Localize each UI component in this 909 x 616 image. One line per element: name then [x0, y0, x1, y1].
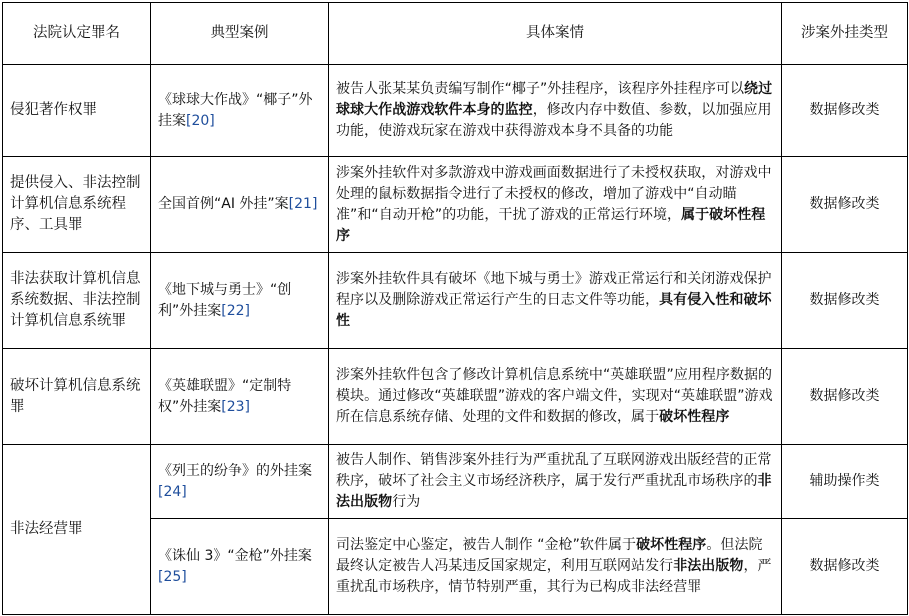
citation-link[interactable]: [25]	[158, 568, 187, 585]
detail-text: 被告人张某某负责编写制作“椰子”外挂程序，该程序外挂程序可以	[336, 81, 745, 97]
case-table	[2, 2, 908, 615]
header-type: 涉案外挂类型	[782, 3, 908, 65]
detail-cell	[329, 253, 782, 349]
case-cell	[151, 519, 329, 615]
case-text: 《列王的纷争》的外挂案	[158, 462, 312, 479]
detail-emphasis: 绕过球球大作战游戏软件本身的监控	[336, 81, 773, 118]
case-cell	[151, 157, 329, 253]
detail-cell	[329, 445, 782, 519]
citation-link[interactable]: [24]	[158, 483, 187, 500]
header-row	[3, 3, 908, 65]
case-text: 《球球大作战》“椰子”外挂案	[158, 91, 313, 129]
case-text: 《地下城与勇士》“创利”外挂案	[158, 281, 292, 319]
detail-cell	[329, 157, 782, 253]
plugin-type-cell: 数据修改类	[782, 349, 908, 445]
detail-emphasis: 破坏性程序	[636, 537, 707, 553]
detail-emphasis: 非法出版物	[673, 558, 744, 574]
plugin-type-cell: 数据修改类	[782, 253, 908, 349]
detail-cell	[329, 519, 782, 615]
detail-emphasis: 非法出版物	[336, 473, 772, 510]
detail-text: ，修改内存中数值、参数，以加强应用功能，使游戏玩家在游戏中获得游戏本身不具备的功能	[336, 102, 772, 139]
crime-cell: 提供侵入、非法控制计算机信息系统程序、工具罪	[3, 157, 151, 253]
detail-text: 。但法院最终认定被告人冯某违反国家规定，利用互联网站发行	[336, 537, 763, 574]
detail-text: 被告人制作、销售涉案外挂行为严重扰乱了互联网游戏出版经营的正常秩序，破坏了社会主义市场经济秩序，属于发行严重扰乱市场秩序的	[336, 452, 772, 489]
detail-text: 涉案外挂软件具有破坏《地下城与勇士》游戏正常运行和关闭游戏保护程序以及删除游戏正常运行产生的日志文件等功能，	[336, 271, 772, 308]
case-cell	[151, 65, 329, 157]
header-detail: 具体案情	[329, 3, 782, 65]
citation-link[interactable]: [22]	[221, 302, 251, 319]
citation-link[interactable]: [23]	[221, 398, 251, 415]
detail-cell	[329, 349, 782, 445]
case-cell	[151, 253, 329, 349]
table-row	[3, 253, 908, 349]
crime-cell: 破坏计算机信息系统罪	[3, 349, 151, 445]
detail-text: 涉案外挂软件包含了修改计算机信息系统中“英雄联盟”应用程序数据的模块。通过修改“英雄联盟”游戏的客户端文件，实现对“英雄联盟”游戏所在信息系统存储、处理的文件和数据的修改，属于	[336, 367, 773, 425]
plugin-type-cell: 数据修改类	[782, 157, 908, 253]
header-case: 典型案例	[151, 3, 329, 65]
case-text: 《诛仙 3》“金枪”外挂案	[158, 547, 312, 564]
case-cell	[151, 349, 329, 445]
table-row	[3, 349, 908, 445]
detail-text: ，严重扰乱市场秩序，情节特别严重，其行为已构成非法经营罪	[336, 558, 772, 595]
detail-emphasis: 属于破坏性程序	[336, 206, 766, 244]
citation-link[interactable]: [21]	[288, 196, 318, 212]
case-cell	[151, 445, 329, 519]
header-crime: 法院认定罪名	[3, 3, 151, 65]
plugin-type-cell: 数据修改类	[782, 65, 908, 157]
crime-cell: 非法获取计算机信息系统数据、非法控制计算机信息系统罪	[3, 253, 151, 349]
crime-cell: 非法经营罪	[3, 445, 151, 615]
plugin-type-cell: 数据修改类	[782, 519, 908, 615]
table-row	[3, 445, 908, 519]
detail-text: 司法鉴定中心鉴定，被告人制作 “金枪”软件属于	[336, 537, 637, 553]
citation-link[interactable]: [20]	[186, 112, 215, 129]
detail-text: 涉案外挂软件对多款游戏中游戏画面数据进行了未授权获取，对游戏中处理的鼠标数据指令进行了未授权的修改，增加了游戏中“自动瞄准”和“自动开枪”的功能，干扰了游戏的正常运行环境，	[336, 164, 772, 223]
detail-emphasis: 具有侵入性和破坏性	[336, 292, 772, 329]
detail-cell	[329, 65, 782, 157]
plugin-type-cell: 辅助操作类	[782, 445, 908, 519]
case-text: 全国首例“AI 外挂”案	[158, 196, 289, 212]
table-row	[3, 157, 908, 253]
detail-emphasis: 破坏性程序	[659, 409, 730, 425]
table-row	[3, 65, 908, 157]
detail-text: 行为	[392, 494, 421, 510]
case-text: 《英雄联盟》“定制特权”外挂案	[158, 377, 292, 415]
crime-cell: 侵犯著作权罪	[3, 65, 151, 157]
